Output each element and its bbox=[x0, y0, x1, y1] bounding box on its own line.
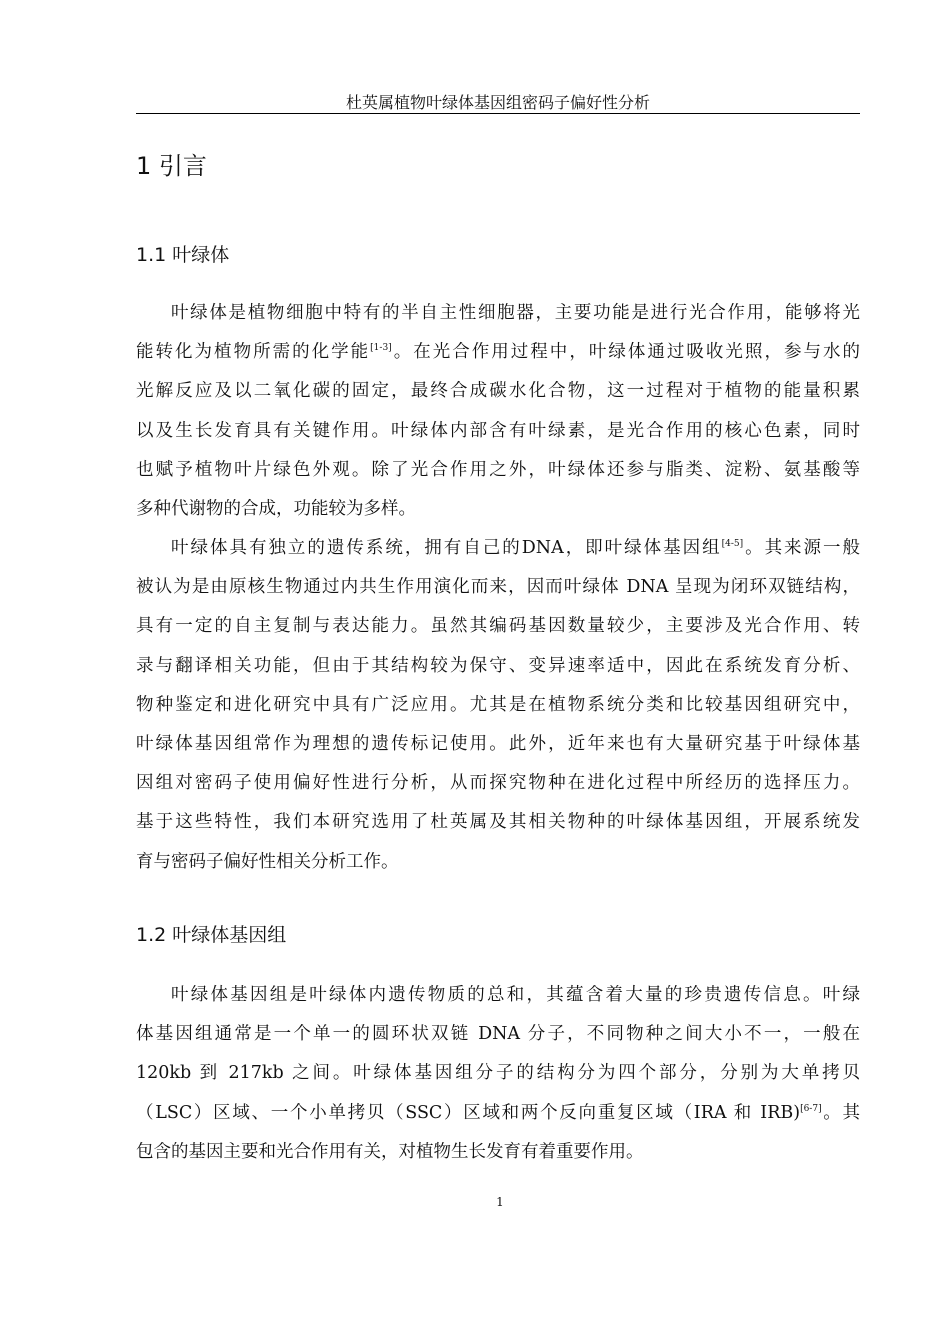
text-segment: 。其来源一般 bbox=[743, 538, 861, 558]
text-line: 体基因组通常是一个单一的圆环状双链 DNA 分子，不同物种之间大小不一，一般在 bbox=[136, 1024, 860, 1045]
text-line: 录与翻译相关功能，但由于其结构较为保守、变异速率适中，因此在系统发育分析、 bbox=[136, 655, 860, 676]
citation-superscript: [6-7] bbox=[800, 1103, 822, 1114]
text-line: 叶绿体是植物细胞中特有的半自主性细胞器，主要功能是进行光合作用，能够将光 bbox=[171, 303, 860, 323]
section-heading-1: 1 引言 bbox=[136, 152, 207, 180]
text-segment: 。在光合作用过程中，叶绿体通过吸收光照，参与水的 bbox=[391, 342, 861, 363]
text-segment: 。其 bbox=[821, 1102, 861, 1123]
text-line: 叶绿体基因组常作为理想的遗传标记使用。此外，近年来也有大量研究基于叶绿体基 bbox=[136, 733, 860, 754]
text-line: 育与密码子偏好性相关分析工作。 bbox=[136, 851, 399, 872]
text-line bbox=[136, 1094, 860, 1133]
paragraph bbox=[136, 294, 860, 529]
text-line: 光解反应及以二氧化碳的固定，最终合成碳水化合物，这一过程对于植物的能量积累 bbox=[136, 381, 860, 402]
citation-superscript: [4-5] bbox=[721, 539, 744, 549]
section-heading-1-2: 1.2 叶绿体基因组 bbox=[136, 924, 287, 946]
section-heading-1-1: 1.1 叶绿体 bbox=[136, 244, 230, 266]
text-line: 被认为是由原核生物通过内共生作用演化而来，因而叶绿体 DNA 呈现为闭环双链结构， bbox=[136, 577, 860, 598]
text-segment: 叶绿体具有独立的遗传系统，拥有自己的DNA，即叶绿体基因组 bbox=[171, 538, 722, 558]
text-segment: 能转化为植物所需的化学能 bbox=[136, 342, 371, 363]
text-line bbox=[136, 333, 860, 372]
text-line: 也赋予植物叶片绿色外观。除了光合作用之外，叶绿体还参与脂类、淀粉、氨基酸等 bbox=[136, 459, 860, 480]
text-line: 以及生长发育具有关键作用。叶绿体内部含有叶绿素，是光合作用的核心色素，同时 bbox=[136, 420, 860, 441]
page-number: 1 bbox=[496, 1195, 504, 1209]
running-header: 杜英属植物叶绿体基因组密码子偏好性分析 bbox=[345, 93, 650, 112]
text-line: 包含的基因主要和光合作用有关，对植物生长发育有着重要作用。 bbox=[136, 1141, 644, 1162]
text-line bbox=[136, 529, 860, 568]
text-line: 叶绿体基因组是叶绿体内遗传物质的总和，其蕴含着大量的珍贵遗传信息。叶绿 bbox=[171, 985, 860, 1005]
text-line: 基于这些特性，我们本研究选用了杜英属及其相关物种的叶绿体基因组，开展系统发 bbox=[136, 812, 860, 833]
text-line: 具有一定的自主复制与表达能力。虽然其编码基因数量较少，主要涉及光合作用、转 bbox=[136, 616, 860, 637]
header-rule bbox=[136, 113, 860, 114]
text-segment: （LSC）区域、一个小单拷贝（SSC）区域和两个反向重复区域（IRA 和 IRB) bbox=[136, 1102, 801, 1123]
text-line: 多种代谢物的合成，功能较为多样。 bbox=[136, 498, 416, 519]
text-line: 因组对密码子使用偏好性进行分析，从而探究物种在进化过程中所经历的选择压力。 bbox=[136, 773, 860, 794]
text-line: 物种鉴定和进化研究中具有广泛应用。尤其是在植物系统分类和比较基因组研究中， bbox=[136, 694, 860, 715]
paragraph bbox=[136, 529, 860, 882]
citation-superscript: [1-3] bbox=[370, 343, 392, 354]
text-line: 120kb 到 217kb 之间。叶绿体基因组分子的结构分为四个部分，分别为大单拷贝 bbox=[136, 1063, 860, 1084]
paragraph bbox=[136, 976, 860, 1172]
